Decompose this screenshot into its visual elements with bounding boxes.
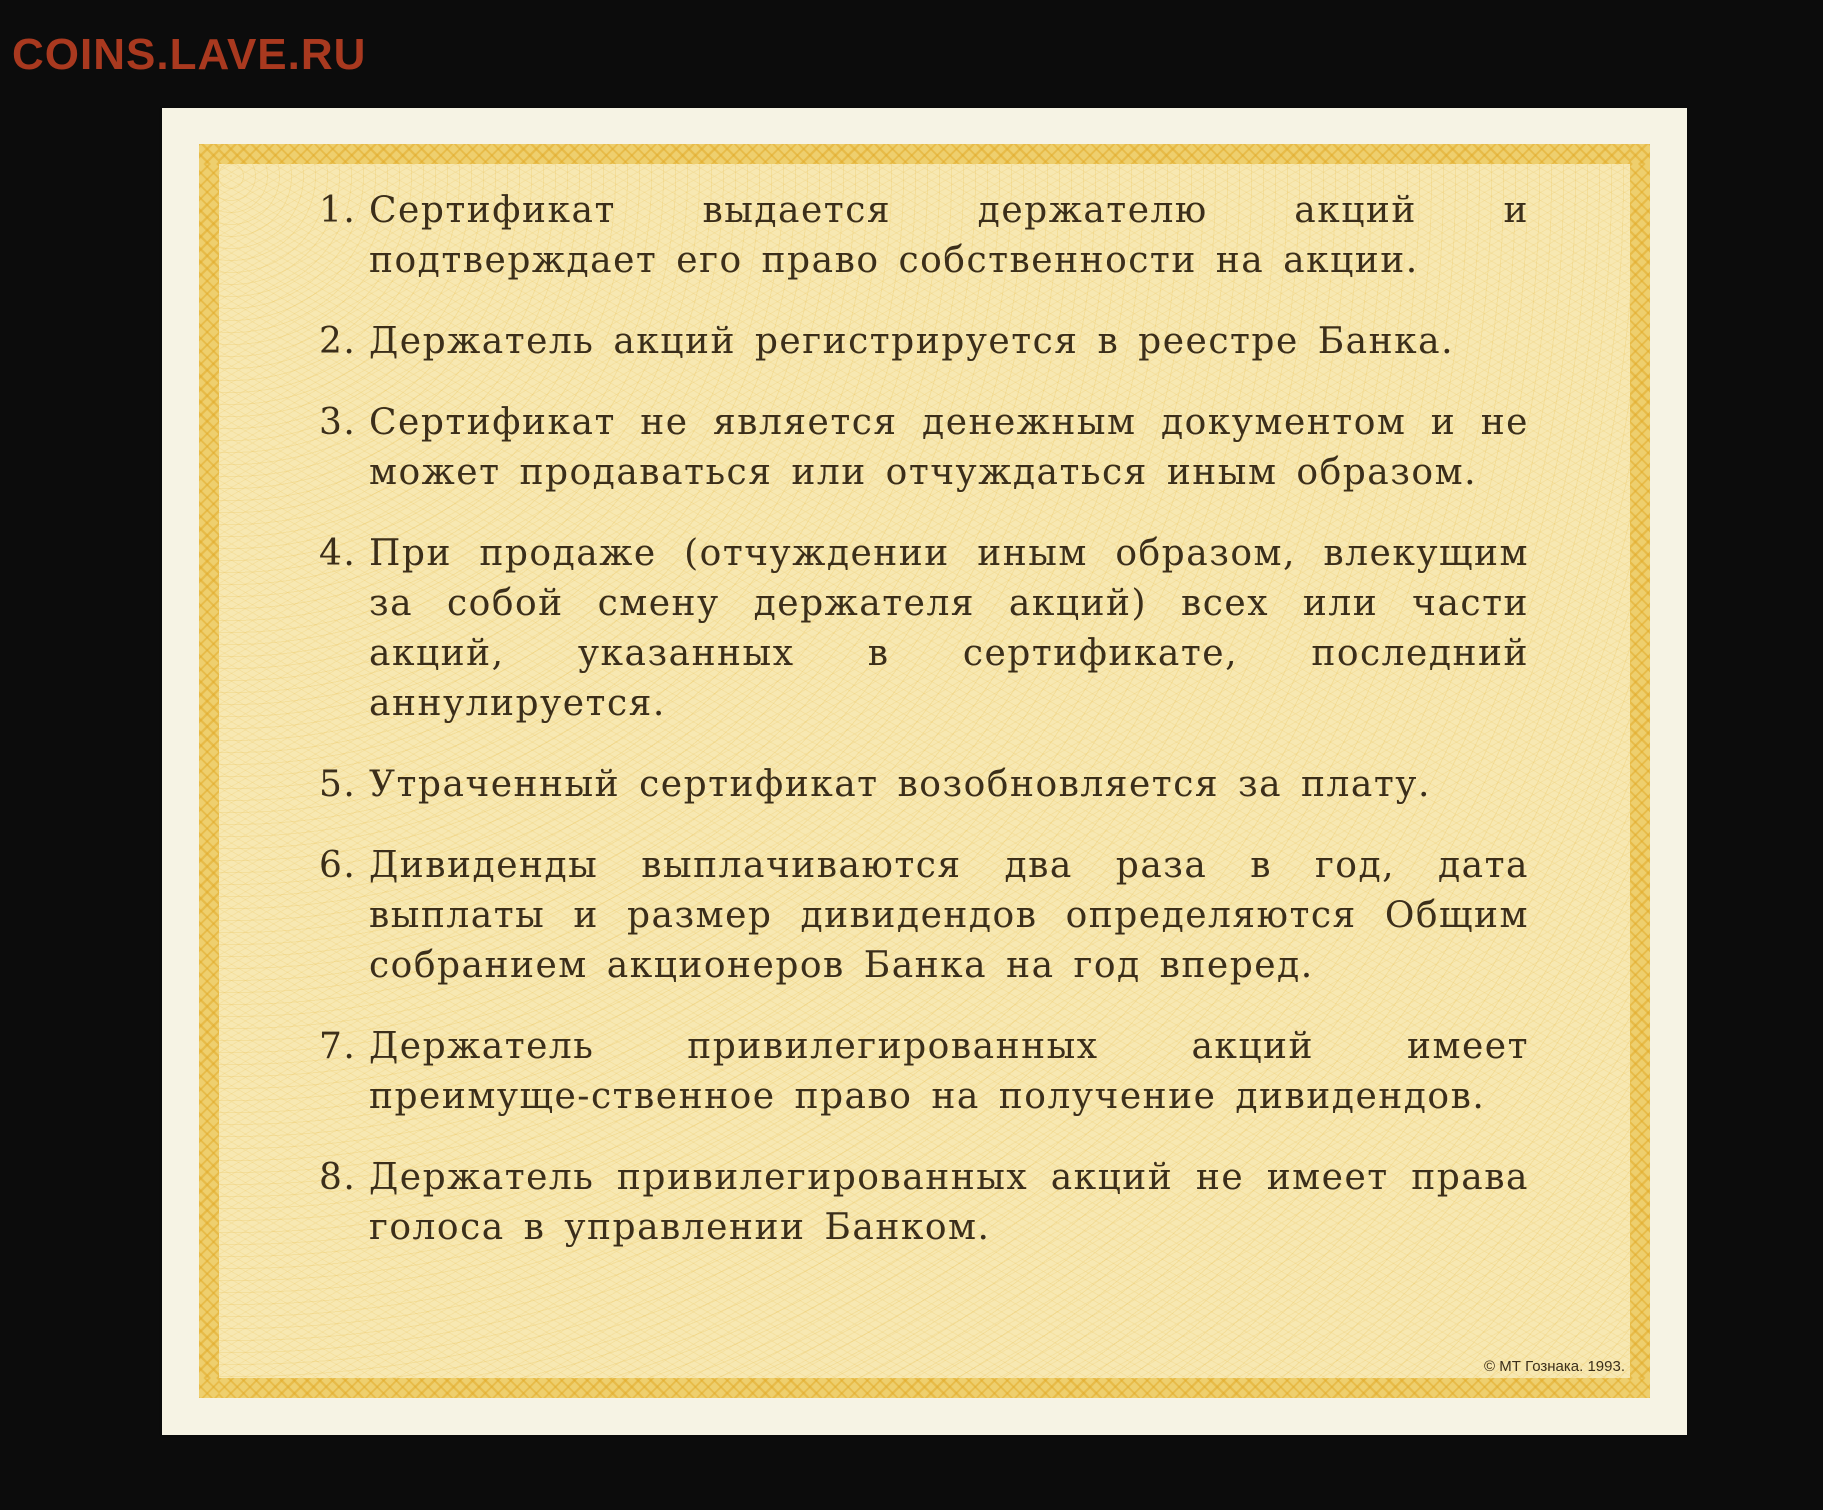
term-item [319, 841, 1529, 991]
term-number: 7. [319, 1026, 357, 1067]
term-number: 6. [319, 845, 357, 886]
term-text: Дивиденды выплачиваются два раза в год, дата выплаты и размер дивидендов определяются Общим собранием акционеров Банка на год вперед. [369, 845, 1529, 986]
term-text: Держатель акций регистрируется в реестре Банка. [369, 321, 1455, 362]
term-number: 4. [319, 533, 357, 574]
term-number: 5. [319, 764, 357, 805]
term-number: 3. [319, 402, 357, 443]
term-text: При продаже (отчуждении иным образом, влекущим за собой смену держателя акций) всех или части акций, указанных в сертификате, последний аннулируется. [369, 533, 1529, 724]
term-item [319, 1153, 1529, 1253]
site-watermark: COINS.LAVE.RU [12, 30, 367, 79]
terms-list [319, 186, 1529, 1284]
term-text: Держатель привилегированных акций имеет преимуще-ственное право на получение дивидендов. [369, 1026, 1529, 1117]
term-item [319, 529, 1529, 729]
term-text: Утраченный сертификат возобновляется за плату. [369, 764, 1431, 805]
term-item [319, 398, 1529, 498]
term-item [319, 1022, 1529, 1122]
term-number: 2. [319, 321, 357, 362]
term-item [319, 760, 1529, 810]
certificate-paper [162, 108, 1687, 1435]
term-item [319, 317, 1529, 367]
printer-copyright: © МТ Гознака. 1993. [1484, 1358, 1625, 1375]
term-item [319, 186, 1529, 286]
term-number: 1. [319, 190, 357, 231]
term-text: Сертификат не является денежным документом и не может продаваться или отчуждаться иным образом. [369, 402, 1529, 493]
term-number: 8. [319, 1157, 357, 1198]
term-text: Держатель привилегированных акций не имеет права голоса в управлении Банком. [369, 1157, 1529, 1248]
term-text: Сертификат выдается держателю акций и подтверждает его право собственности на акции. [369, 190, 1529, 281]
